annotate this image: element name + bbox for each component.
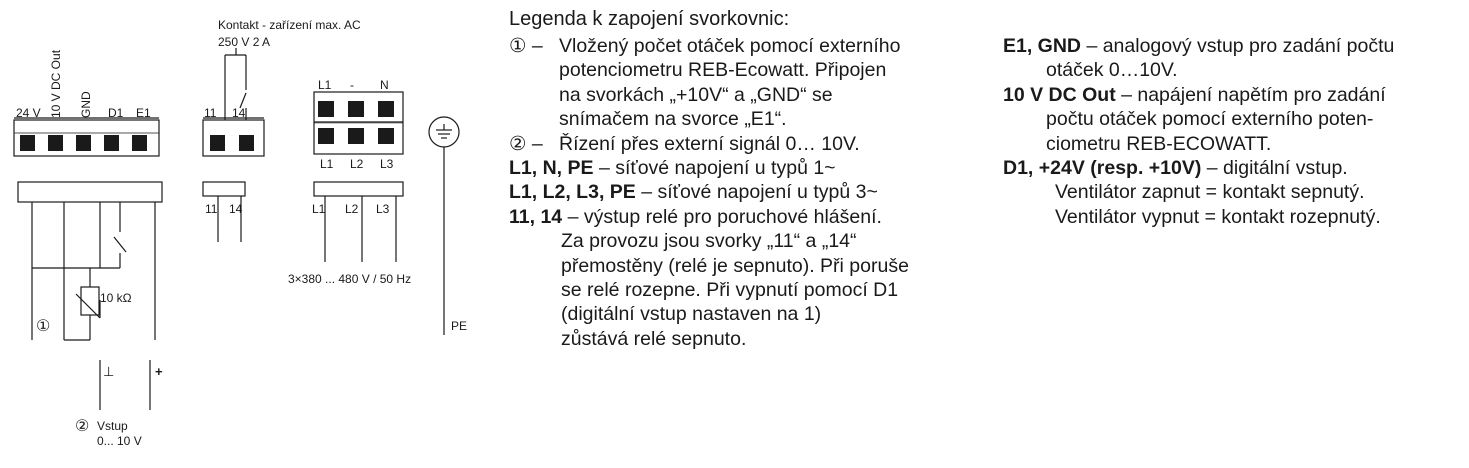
legend-key: ① – bbox=[509, 35, 543, 57]
marker-two: ② bbox=[75, 418, 90, 435]
terminal-label: GND bbox=[79, 91, 93, 118]
legend-key: D1, +24V (resp. +10V) bbox=[1003, 157, 1202, 180]
legend-line: se relé rozepne. Při vypnutí pomocí D1 bbox=[561, 279, 899, 302]
legend-item-l1-l2-l3-pe bbox=[509, 180, 979, 204]
connector-label: L3 bbox=[376, 202, 390, 216]
legend-key: L1, N, PE bbox=[509, 157, 594, 180]
legend-line: zůstává relé sepnuto. bbox=[561, 327, 747, 350]
legend-key: ② – bbox=[509, 132, 543, 155]
legend-line: Ventilátor zapnut = kontakt sepnutý. bbox=[1055, 181, 1365, 204]
terminal-label: 24 V bbox=[16, 106, 41, 120]
terminal-label: L1 bbox=[320, 157, 334, 171]
terminal-label: D1 bbox=[108, 106, 124, 120]
contact-rating: 250 V 2 A bbox=[218, 35, 271, 49]
legend-item-e1-gnd bbox=[1003, 34, 1463, 58]
connector-label: 14 bbox=[229, 202, 243, 216]
legend-line: přemostěny (relé je sepnuto). Při poruše bbox=[561, 254, 909, 277]
connector-label: L1 bbox=[312, 202, 326, 216]
legend-item-2 bbox=[509, 132, 979, 156]
legend-text: – síťové napojení u typů 3~ bbox=[641, 181, 878, 204]
legend-key: L1, L2, L3, PE bbox=[509, 181, 636, 204]
terminal-label: N bbox=[380, 78, 389, 92]
legend-line: počtu otáček pomocí externího poten- bbox=[1046, 108, 1374, 131]
legend-item-10v-dc-out bbox=[1003, 83, 1463, 107]
terminal-label: 14 bbox=[232, 106, 246, 120]
connector-strip-power bbox=[314, 182, 403, 196]
legend-line: Ventilátor vypnut = kontakt rozepnutý. bbox=[1055, 205, 1381, 228]
ground-symbol bbox=[429, 117, 459, 147]
input-label: Vstup bbox=[97, 419, 128, 433]
legend-key: 10 V DC Out bbox=[1003, 83, 1116, 106]
legend-line: ciometru REB-ECOWATT. bbox=[1046, 132, 1272, 155]
terminal-label: L1 bbox=[318, 78, 332, 92]
terminal-label: L3 bbox=[380, 157, 394, 171]
terminal-label: - bbox=[350, 78, 354, 92]
legend-text: Vložený počet otáček pomocí externího bbox=[559, 35, 901, 57]
legend-key: 11, 14 bbox=[509, 205, 563, 228]
connector-label: 11 bbox=[205, 202, 218, 216]
legend-line: Za provozu jsou svorky „11“ a „14“ bbox=[561, 230, 857, 253]
legend-line: snímačem na svorce „E1“. bbox=[559, 108, 787, 131]
legend-text: – napájení napětím pro zadání bbox=[1121, 83, 1386, 106]
terminal-label: 10 V DC Out bbox=[49, 49, 63, 118]
legend-item-relay bbox=[509, 205, 979, 229]
legend-title: Legenda k zapojení svorkovnic: bbox=[509, 8, 790, 30]
legend-column-1 bbox=[509, 34, 979, 351]
marker-one: ① bbox=[36, 318, 51, 335]
legend-item-1 bbox=[509, 34, 979, 58]
legend-line: (digitální vstup nastaven na 1) bbox=[561, 303, 822, 326]
wiring-diagram bbox=[0, 0, 500, 468]
legend-text: – síťové napojení u typů 1~ bbox=[598, 157, 836, 180]
legend-line: na svorkách „+10V“ a „GND“ se bbox=[559, 83, 833, 106]
legend-column-2 bbox=[1003, 34, 1463, 229]
legend-text: Řízení přes externí signál 0… 10V. bbox=[559, 132, 860, 155]
connector-strip-control bbox=[18, 182, 162, 202]
terminal-label: 11 bbox=[204, 106, 217, 120]
supply-label: 3×380 ... 480 V / 50 Hz bbox=[288, 272, 412, 286]
connector-label: L2 bbox=[345, 202, 359, 216]
potentiometer-label: 10 kΩ bbox=[100, 291, 132, 305]
legend-key: E1, GND bbox=[1003, 35, 1082, 57]
legend-line: otáček 0…10V. bbox=[1046, 59, 1178, 82]
input-minus: ⊥ bbox=[103, 364, 115, 379]
terminal-label: E1 bbox=[136, 106, 151, 120]
legend-text: – digitální vstup. bbox=[1206, 157, 1348, 180]
pe-label: PE bbox=[451, 319, 468, 333]
contact-title: Kontakt - zařízení max. AC bbox=[218, 18, 361, 32]
legend-line: potenciometru REB-Ecowatt. Připojen bbox=[559, 59, 887, 82]
terminal-label: L2 bbox=[350, 157, 364, 171]
legend-text: – analogový vstup pro zadání počtu bbox=[1086, 35, 1395, 57]
legend-text: – výstup relé pro poruchové hlášení. bbox=[567, 205, 882, 228]
connector-strip-relay bbox=[203, 182, 245, 196]
input-range: 0... 10 V bbox=[97, 434, 142, 448]
legend-item-l1-n-pe bbox=[509, 156, 979, 180]
input-plus: + bbox=[155, 364, 163, 379]
legend-item-d1 bbox=[1003, 156, 1463, 180]
